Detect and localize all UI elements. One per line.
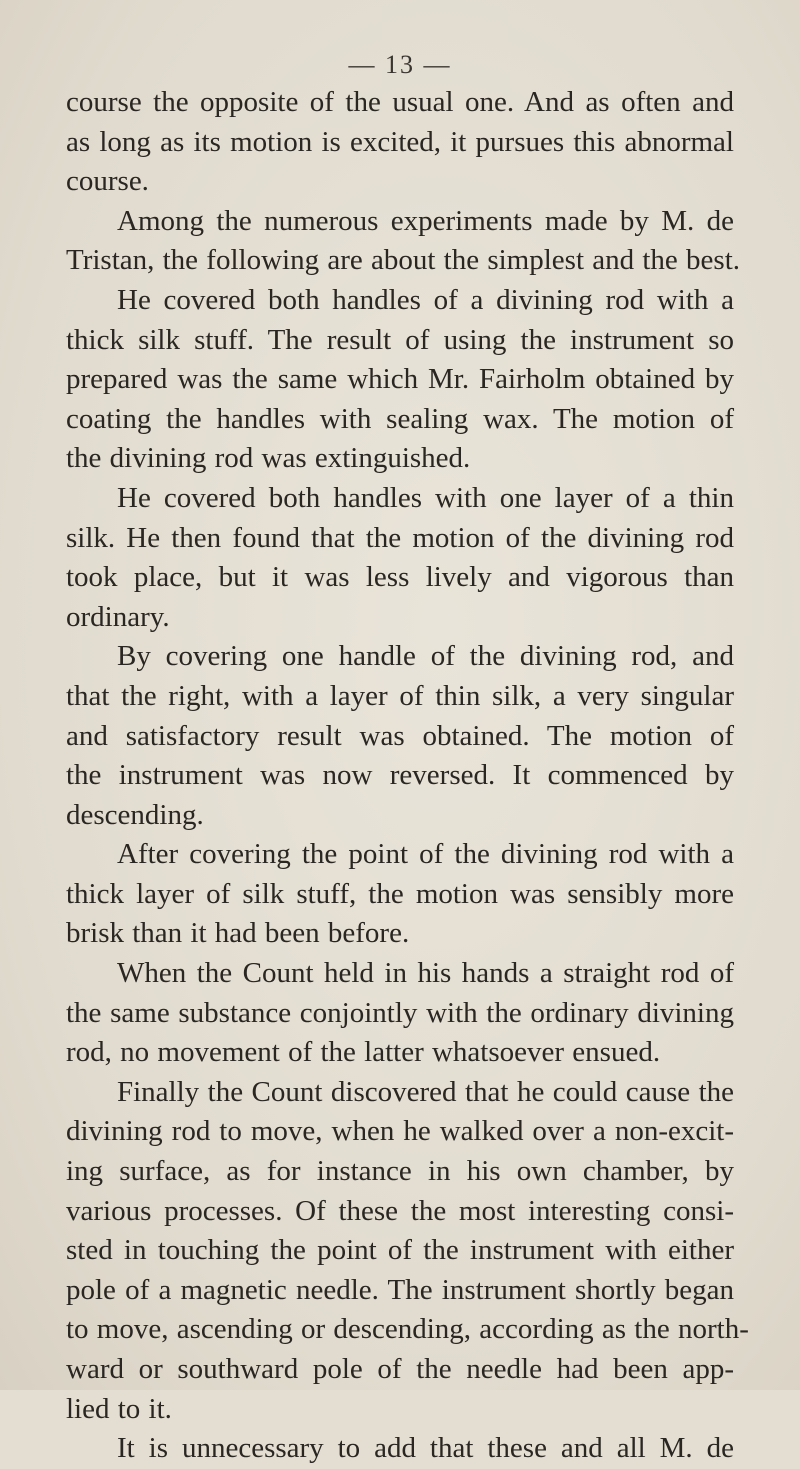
text-line: prepared was the same which Mr. Fairholm obtained by [66,363,734,396]
text-line: took place, but it was less lively and vigorous than [66,561,734,594]
text-line: silk. He then found that the motion of the divining rod [66,521,734,554]
text-line: the instrument was now reversed. It commenced by [66,759,734,792]
text-line: ing surface, as for instance in his own chamber, by [66,1155,734,1188]
text-line: lied to it. [66,1392,172,1425]
text-line: course the opposite of the usual one. And as often and [66,86,734,118]
text-line: Tristan, the following are about the simplest and the best. [66,244,741,277]
text-line: divining rod to move, when he walked over a non-excit- [66,1115,734,1148]
text-line: that the right, with a layer of thin silk, a very singular [66,679,734,712]
text-line: brisk than it had been before. [66,917,410,950]
text-line: thick layer of silk stuff, the motion was sensibly more [66,877,734,910]
page-number: — 13 — [348,50,452,79]
text-line: rod, no movement of the latter whatsoever ensued. [66,1036,661,1069]
text-line: various processes. Of these the most interesting consi- [66,1194,734,1227]
body-text [66,83,749,1469]
text-line: as long as its motion is excited, it pursues this abnormal [66,125,734,158]
text-line: By covering one handle of the divining rod, and [117,640,734,673]
text-line: He covered both handles of a divining rod with a [117,283,734,316]
text-line: ordinary. [66,600,170,633]
text-line: Finally the Count discovered that he could cause the [117,1075,734,1108]
text-line: descending. [66,798,204,831]
text-line: He covered both handles with one layer of a thin [117,481,734,514]
text-line: Among the numerous experiments made by M. de [117,204,734,237]
text-line: the same substance conjointly with the ordinary divining [66,996,734,1029]
text-line: ward or southward pole of the needle had been app- [66,1353,734,1385]
text-line: the divining rod was extinguished. [66,442,471,475]
text-line: It is unnecessary to add that these and all M. de [117,1432,734,1465]
text-line: thick silk stuff. The result of using the instrument so [66,323,734,356]
text-line: and satisfactory result was obtained. The motion of [66,719,734,752]
text-line: course. [66,165,149,198]
text-line: to move, ascending or descending, according as the north- [66,1313,749,1346]
text-line: sted in touching the point of the instrument with either [66,1234,734,1267]
text-line: pole of a magnetic needle. The instrument shortly began [66,1273,734,1306]
text-line: After covering the point of the divining rod with a [117,838,734,871]
text-line: When the Count held in his hands a straight rod of [117,957,734,990]
text-line: coating the handles with sealing wax. The motion of [66,402,734,435]
